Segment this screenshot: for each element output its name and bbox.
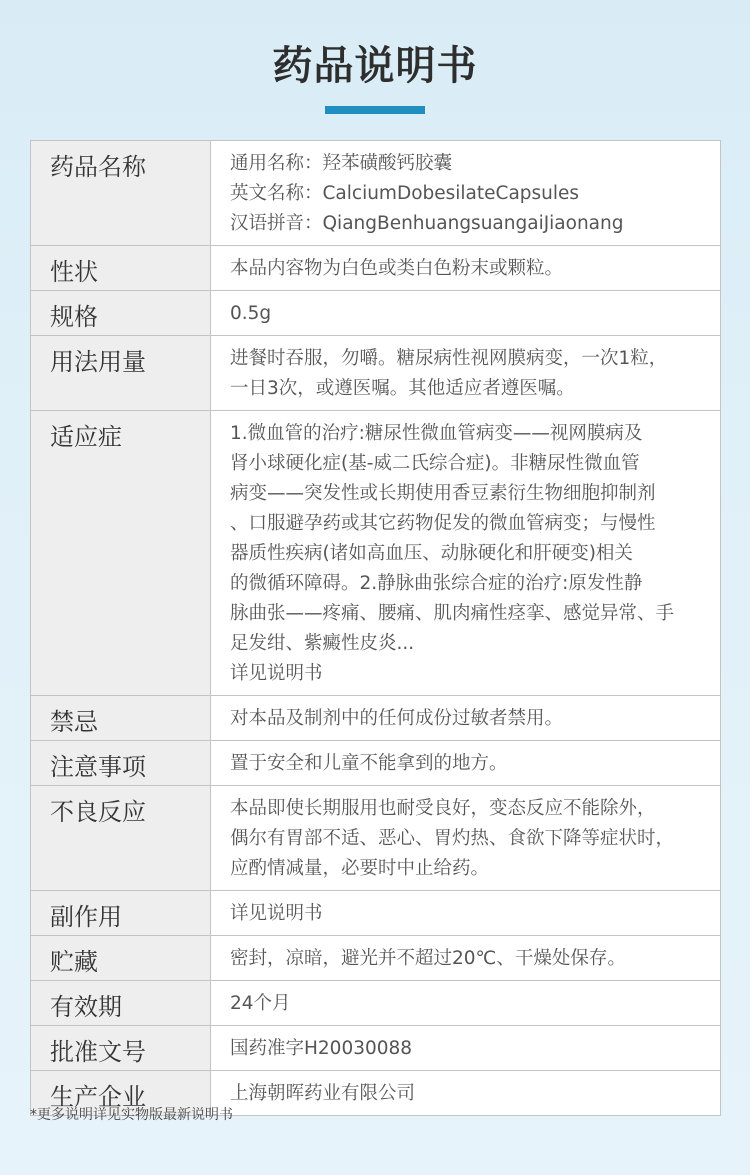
label-storage: 贮藏 [31, 936, 211, 981]
drug-info-table [30, 140, 721, 1116]
value-approval-number: 国药准字H20030088 [211, 1026, 721, 1071]
indications-line: 器质性疾病(诸如高血压、动脉硬化和肝硬变)相关 [230, 543, 633, 564]
indications-line: 、口服避孕药或其它药物促发的微血管病变；与慢性 [230, 513, 656, 534]
adverse-line: 本品即使长期服用也耐受良好，变态反应不能除外， [230, 798, 656, 819]
label-spec: 规格 [31, 291, 211, 336]
adverse-line: 偶尔有胃部不适、恶心、胃灼热、食欲下降等症状时， [230, 828, 675, 849]
indications-line: 肾小球硬化症(基-威二氏综合症)。非糖尿性微血管 [230, 453, 640, 474]
dosage-line: 进餐时吞服，勿嚼。糖尿病性视网膜病变，一次1粒， [230, 348, 668, 369]
label-side-effects: 副作用 [31, 891, 211, 936]
label-approval-number: 批准文号 [31, 1026, 211, 1071]
value-precautions: 置于安全和儿童不能拿到的地方。 [211, 741, 721, 786]
dosage-line: 一日3次，或遵医嘱。其他适应者遵医嘱。 [230, 378, 575, 399]
value-validity: 24个月 [211, 981, 721, 1026]
label-drug-name: 药品名称 [31, 141, 211, 246]
value-adverse-reactions [211, 786, 721, 891]
title-underline [325, 106, 425, 114]
indications-line: 脉曲张——疼痛、腰痛、肌肉痛性痉挛、感觉异常、手 [230, 603, 675, 624]
value-appearance: 本品内容物为白色或类白色粉末或颗粒。 [211, 246, 721, 291]
value-dosage [211, 336, 721, 411]
row-appearance [31, 246, 721, 291]
indications-line: 1.微血管的治疗:糖尿性微血管病变——视网膜病及 [230, 423, 643, 444]
row-side-effects [31, 891, 721, 936]
indications-see-more: 详见说明书 [230, 663, 323, 684]
value-side-effects: 详见说明书 [211, 891, 721, 936]
value-spec: 0.5g [211, 291, 721, 336]
label-precautions: 注意事项 [31, 741, 211, 786]
label-adverse-reactions: 不良反应 [31, 786, 211, 891]
label-indications: 适应症 [31, 411, 211, 696]
value-drug-name [211, 141, 721, 246]
row-spec [31, 291, 721, 336]
row-contraindications [31, 696, 721, 741]
label-contraindications: 禁忌 [31, 696, 211, 741]
label-dosage: 用法用量 [31, 336, 211, 411]
value-storage: 密封，凉暗，避光并不超过20℃、干燥处保存。 [211, 936, 721, 981]
row-dosage [31, 336, 721, 411]
pinyin-name: 汉语拼音：QiangBenhuangsuangaiJiaonang [230, 213, 624, 234]
indications-line: 足发绀、紫癜性皮炎... [230, 633, 415, 654]
row-adverse-reactions [31, 786, 721, 891]
adverse-line: 应酌情减量，必要时中止给药。 [230, 858, 490, 879]
row-precautions [31, 741, 721, 786]
label-manufacturer: 生产企业 [31, 1071, 211, 1116]
row-drug-name [31, 141, 721, 246]
row-approval-number [31, 1026, 721, 1071]
page-title: 药品说明书 [272, 43, 478, 89]
value-contraindications: 对本品及制剂中的任何成份过敏者禁用。 [211, 696, 721, 741]
value-indications [211, 411, 721, 696]
row-indications [31, 411, 721, 696]
indications-line: 病变——突发性或长期使用香豆素衍生物细胞抑制剂 [230, 483, 656, 504]
indications-line: 的微循环障碍。2.静脉曲张综合症的治疗:原发性静 [230, 573, 643, 594]
generic-name: 通用名称：羟苯磺酸钙胶囊 [230, 153, 453, 174]
english-name: 英文名称：CalciumDobesilateCapsules [230, 183, 580, 204]
row-storage [31, 936, 721, 981]
row-validity [31, 981, 721, 1026]
label-appearance: 性状 [31, 246, 211, 291]
value-manufacturer: 上海朝晖药业有限公司 [211, 1071, 721, 1116]
label-validity: 有效期 [31, 981, 211, 1026]
footnote: *更多说明详见实物版最新说明书 [30, 1107, 233, 1123]
